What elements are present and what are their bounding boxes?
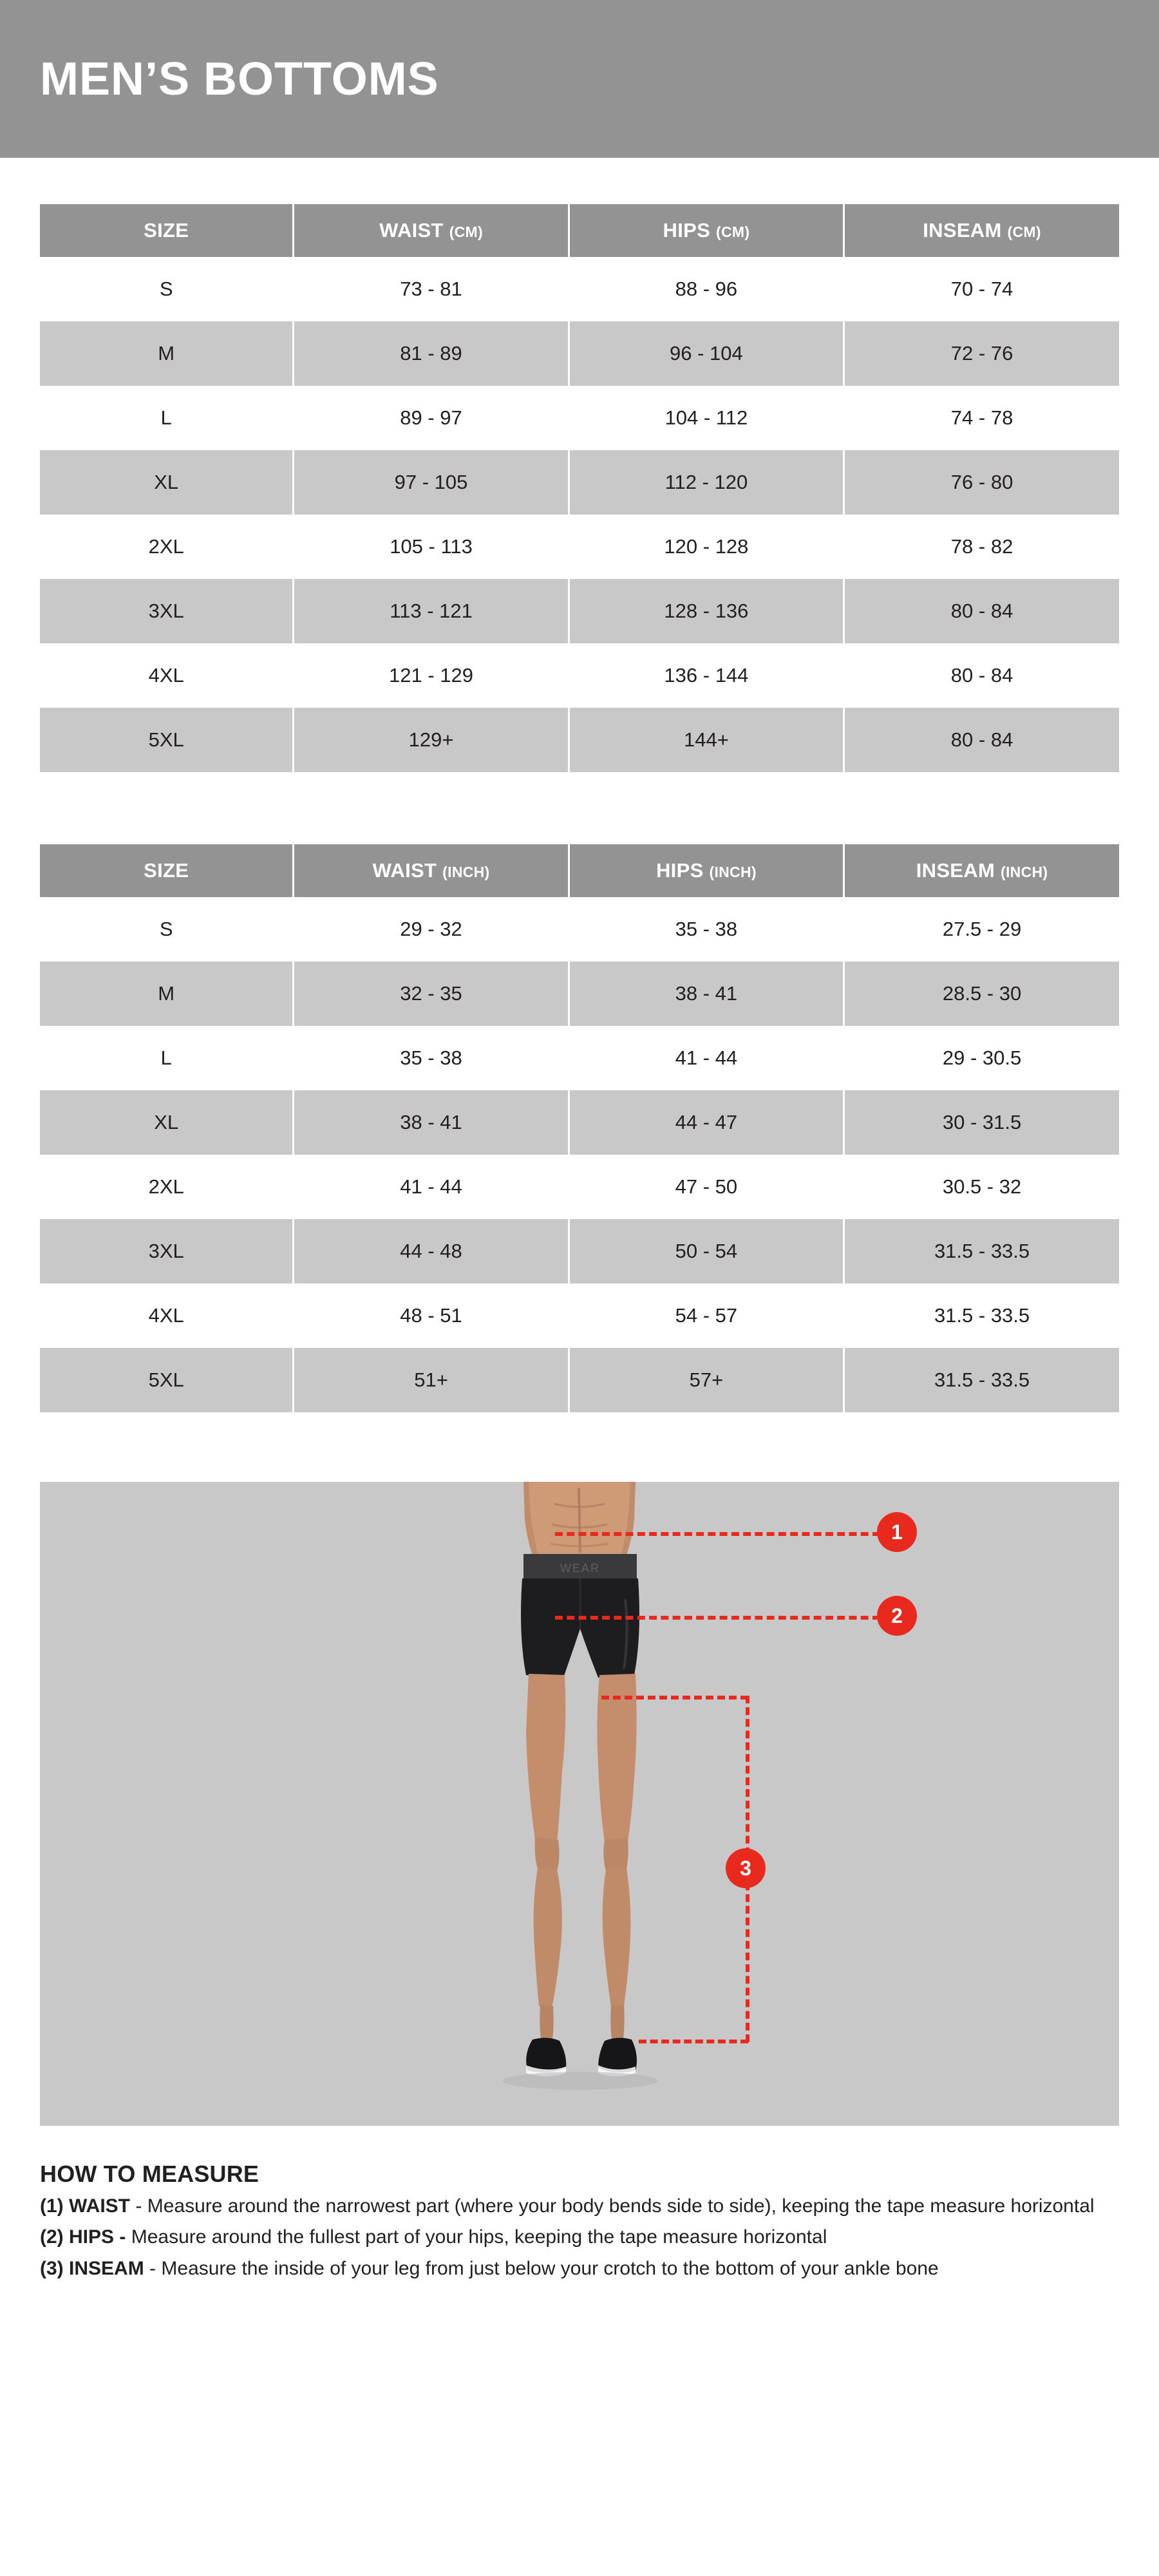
item-text: Measure the inside of your leg from just below your crotch to the bottom of your ankle bone xyxy=(161,2257,939,2279)
table-row xyxy=(40,257,1119,321)
cell-waist: 29 - 32 xyxy=(294,897,569,961)
callout-bubble-inseam: 3 xyxy=(726,1848,766,1888)
table-header-row xyxy=(40,204,1119,257)
table-row xyxy=(40,1348,1119,1412)
col-header-waist: WAIST (CM) xyxy=(294,204,569,257)
table-row xyxy=(40,579,1119,643)
size-table-cm xyxy=(40,204,1119,772)
cell-hips: 50 - 54 xyxy=(569,1219,843,1283)
cell-size: 4XL xyxy=(40,643,294,708)
cell-hips: 136 - 144 xyxy=(569,643,843,708)
cell-waist: 38 - 41 xyxy=(294,1090,569,1155)
item-number: (2) xyxy=(40,2226,64,2248)
callout-bubble-waist: 1 xyxy=(877,1512,917,1552)
measurement-figure xyxy=(40,1482,1119,2126)
item-dash: - xyxy=(149,2257,156,2279)
cm-table-wrap xyxy=(40,204,1119,772)
cell-hips: 96 - 104 xyxy=(569,321,843,386)
cell-inseam: 30.5 - 32 xyxy=(844,1155,1119,1219)
cell-size: 2XL xyxy=(40,1155,294,1219)
table-row xyxy=(40,897,1119,961)
cell-waist: 32 - 35 xyxy=(294,961,569,1026)
cell-hips: 47 - 50 xyxy=(569,1155,843,1219)
cell-size: S xyxy=(40,897,294,961)
cell-hips: 128 - 136 xyxy=(569,579,843,643)
table-row xyxy=(40,961,1119,1026)
cell-hips: 54 - 57 xyxy=(569,1283,843,1348)
model-illustration xyxy=(441,1482,718,2126)
cell-waist: 48 - 51 xyxy=(294,1283,569,1348)
cell-waist: 113 - 121 xyxy=(294,579,569,643)
cell-inseam: 80 - 84 xyxy=(844,643,1119,708)
cell-inseam: 31.5 - 33.5 xyxy=(844,1219,1119,1283)
table-row xyxy=(40,1155,1119,1219)
cell-hips: 88 - 96 xyxy=(569,257,843,321)
how-to-item-hips xyxy=(40,2225,1119,2249)
cell-waist: 35 - 38 xyxy=(294,1026,569,1090)
page-header xyxy=(0,0,1159,158)
cell-waist: 97 - 105 xyxy=(294,450,569,515)
cell-hips: 57+ xyxy=(569,1348,843,1412)
col-header-size: SIZE xyxy=(40,204,294,257)
table-row xyxy=(40,450,1119,515)
how-to-item-waist xyxy=(40,2194,1119,2219)
col-header-hips: HIPS (CM) xyxy=(569,204,843,257)
cell-inseam: 31.5 - 33.5 xyxy=(844,1348,1119,1412)
callout-line-inseam-top xyxy=(601,1696,748,1700)
callout-line-waist xyxy=(555,1532,880,1536)
table-row xyxy=(40,321,1119,386)
col-header-size: SIZE xyxy=(40,844,294,897)
cell-size: 3XL xyxy=(40,1219,294,1283)
cell-inseam: 78 - 82 xyxy=(844,515,1119,579)
col-header-waist: WAIST (INCH) xyxy=(294,844,569,897)
cell-size: M xyxy=(40,321,294,386)
cell-inseam: 74 - 78 xyxy=(844,386,1119,450)
item-number: (3) xyxy=(40,2257,64,2279)
table-row xyxy=(40,708,1119,772)
cell-hips: 144+ xyxy=(569,708,843,772)
cell-waist: 89 - 97 xyxy=(294,386,569,450)
cell-hips: 35 - 38 xyxy=(569,897,843,961)
item-term: WAIST xyxy=(69,2195,131,2217)
table-row xyxy=(40,1283,1119,1348)
cell-size: 3XL xyxy=(40,579,294,643)
cell-size: L xyxy=(40,1026,294,1090)
size-table-inch xyxy=(40,844,1119,1412)
col-header-inseam: INSEAM (CM) xyxy=(844,204,1119,257)
cell-inseam: 28.5 - 30 xyxy=(844,961,1119,1026)
table-row xyxy=(40,386,1119,450)
cell-waist: 41 - 44 xyxy=(294,1155,569,1219)
how-to-item-inseam xyxy=(40,2257,1119,2281)
item-dash: - xyxy=(135,2195,142,2217)
cell-size: 4XL xyxy=(40,1283,294,1348)
cell-size: S xyxy=(40,257,294,321)
table-row xyxy=(40,1090,1119,1155)
table-row xyxy=(40,1219,1119,1283)
cell-inseam: 29 - 30.5 xyxy=(844,1026,1119,1090)
table-row xyxy=(40,1026,1119,1090)
cell-waist: 51+ xyxy=(294,1348,569,1412)
table-row xyxy=(40,643,1119,708)
item-text: Measure around the fullest part of your hips, keeping the tape measure horizontal xyxy=(131,2226,827,2248)
cell-inseam: 31.5 - 33.5 xyxy=(844,1283,1119,1348)
how-to-measure-title: HOW TO MEASURE xyxy=(40,2161,259,2187)
callout-bubble-hips: 2 xyxy=(877,1596,917,1636)
cell-hips: 104 - 112 xyxy=(569,386,843,450)
table-row xyxy=(40,515,1119,579)
cell-size: 5XL xyxy=(40,708,294,772)
cell-hips: 41 - 44 xyxy=(569,1026,843,1090)
cell-size: L xyxy=(40,386,294,450)
cell-size: XL xyxy=(40,450,294,515)
col-header-inseam: INSEAM (INCH) xyxy=(844,844,1119,897)
callout-line-hips xyxy=(555,1616,880,1620)
cell-waist: 129+ xyxy=(294,708,569,772)
col-header-hips: HIPS (INCH) xyxy=(569,844,843,897)
cell-waist: 44 - 48 xyxy=(294,1219,569,1283)
cell-waist: 73 - 81 xyxy=(294,257,569,321)
how-to-measure-section xyxy=(40,2161,1119,2281)
cell-inseam: 30 - 31.5 xyxy=(844,1090,1119,1155)
item-term: INSEAM xyxy=(69,2257,144,2279)
cell-inseam: 76 - 80 xyxy=(844,450,1119,515)
item-term: HIPS - xyxy=(69,2226,126,2248)
cell-hips: 38 - 41 xyxy=(569,961,843,1026)
cell-inseam: 70 - 74 xyxy=(844,257,1119,321)
cell-inseam: 80 - 84 xyxy=(844,708,1119,772)
cell-hips: 44 - 47 xyxy=(569,1090,843,1155)
cell-inseam: 72 - 76 xyxy=(844,321,1119,386)
callout-line-inseam-bottom xyxy=(639,2040,748,2043)
cell-size: 2XL xyxy=(40,515,294,579)
cell-waist: 121 - 129 xyxy=(294,643,569,708)
inch-table-wrap xyxy=(40,844,1119,1412)
table-header-row xyxy=(40,844,1119,897)
cell-inseam: 27.5 - 29 xyxy=(844,897,1119,961)
item-text: Measure around the narrowest part (where your body bends side to side), keeping the tape measure horizontal xyxy=(147,2195,1095,2217)
cell-inseam: 80 - 84 xyxy=(844,579,1119,643)
cell-size: M xyxy=(40,961,294,1026)
svg-text:WEAR: WEAR xyxy=(560,1562,600,1575)
cell-hips: 112 - 120 xyxy=(569,450,843,515)
cell-size: XL xyxy=(40,1090,294,1155)
cell-hips: 120 - 128 xyxy=(569,515,843,579)
cell-size: 5XL xyxy=(40,1348,294,1412)
cell-waist: 81 - 89 xyxy=(294,321,569,386)
item-number: (1) xyxy=(40,2195,64,2217)
page-title: MEN’S BOTTOMS xyxy=(40,53,439,105)
cell-waist: 105 - 113 xyxy=(294,515,569,579)
